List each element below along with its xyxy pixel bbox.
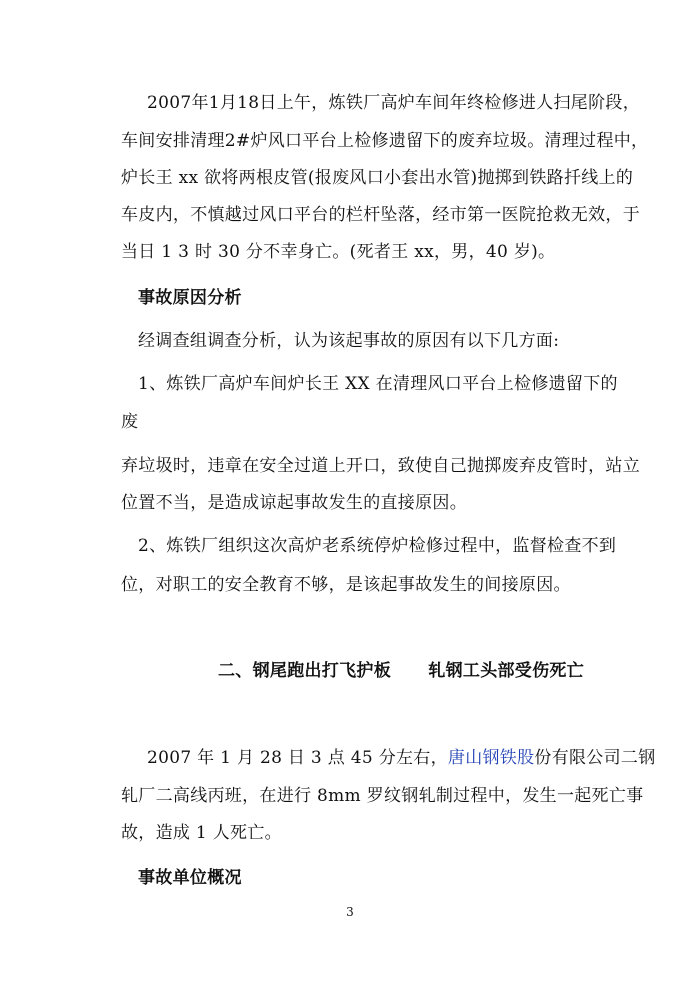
paragraph-1-line-5: 当日 1 3 时 30 分不幸身亡。(死者王 xx，男，40 岁)。 (121, 242, 556, 262)
cause-1-line-1: 1、炼铁厂高炉车间炉长王 XX 在清理风口平台上检修遗留下的 (138, 374, 618, 394)
paragraph-2-line-1-start: 2007 年 1 月 28 日 3 点 45 分左右， (147, 748, 448, 768)
paragraph-1-line-4: 车皮内，不慎越过风口平台的栏杆坠落，经市第一医院抢救无效，于 (121, 205, 640, 225)
paragraph-2-line-1-end: 份有限公司二钢 (534, 748, 656, 768)
paragraph-2-line-3: 故，造成 1 人死亡。 (121, 823, 282, 843)
heading-unit-overview: 事故单位概况 (138, 868, 242, 888)
paragraph-2-line-2: 轧厂二高线丙班，在进行 8mm 罗纹钢轧制过程中，发生一起死亡事 (121, 786, 644, 806)
page-number: 3 (346, 905, 354, 919)
section-title: 二、钢尾跑出打飞护板 轧钢工头部受伤死亡 (218, 661, 585, 681)
cause-2-line-1: 2、炼铁厂组织这次高炉老系统停炉检修过程中，监督检查不到 (138, 536, 617, 556)
cause-1-line-2: 废 (121, 412, 139, 432)
paragraph-1-line-1: 2007年1月18日上午，炼铁厂高炉车间年终检修进人扫尾阶段， (147, 93, 641, 113)
paragraph-1-line-3: 炉长王 xx 欲将两根皮管(报废风口小套出水管)抛掷到铁路扦线上的 (121, 168, 634, 188)
cause-2-line-2: 位，对职工的安全教育不够，是该起事故发生的间接原因。 (121, 575, 571, 595)
cause-1-line-4: 位置不当，是造成谅起事故发生的直接原因。 (121, 493, 467, 513)
heading-cause-analysis: 事故原因分析 (138, 288, 242, 308)
paragraph-1-line-2: 车间安排清理2#炉风口平台上检修遗留下的废弃垃圾。清理过程中， (121, 131, 649, 151)
cause-1-line-3: 弃垃圾时，违章在安全过道上开口，致使自己抛掷废弃皮管时，站立 (121, 456, 640, 476)
paragraph-2-line-1 (147, 747, 656, 769)
intro-cause: 经调查组调查分析，认为该起事故的原因有以下几方面: (138, 331, 560, 351)
company-link[interactable]: 唐山钢铁股 (447, 748, 535, 768)
